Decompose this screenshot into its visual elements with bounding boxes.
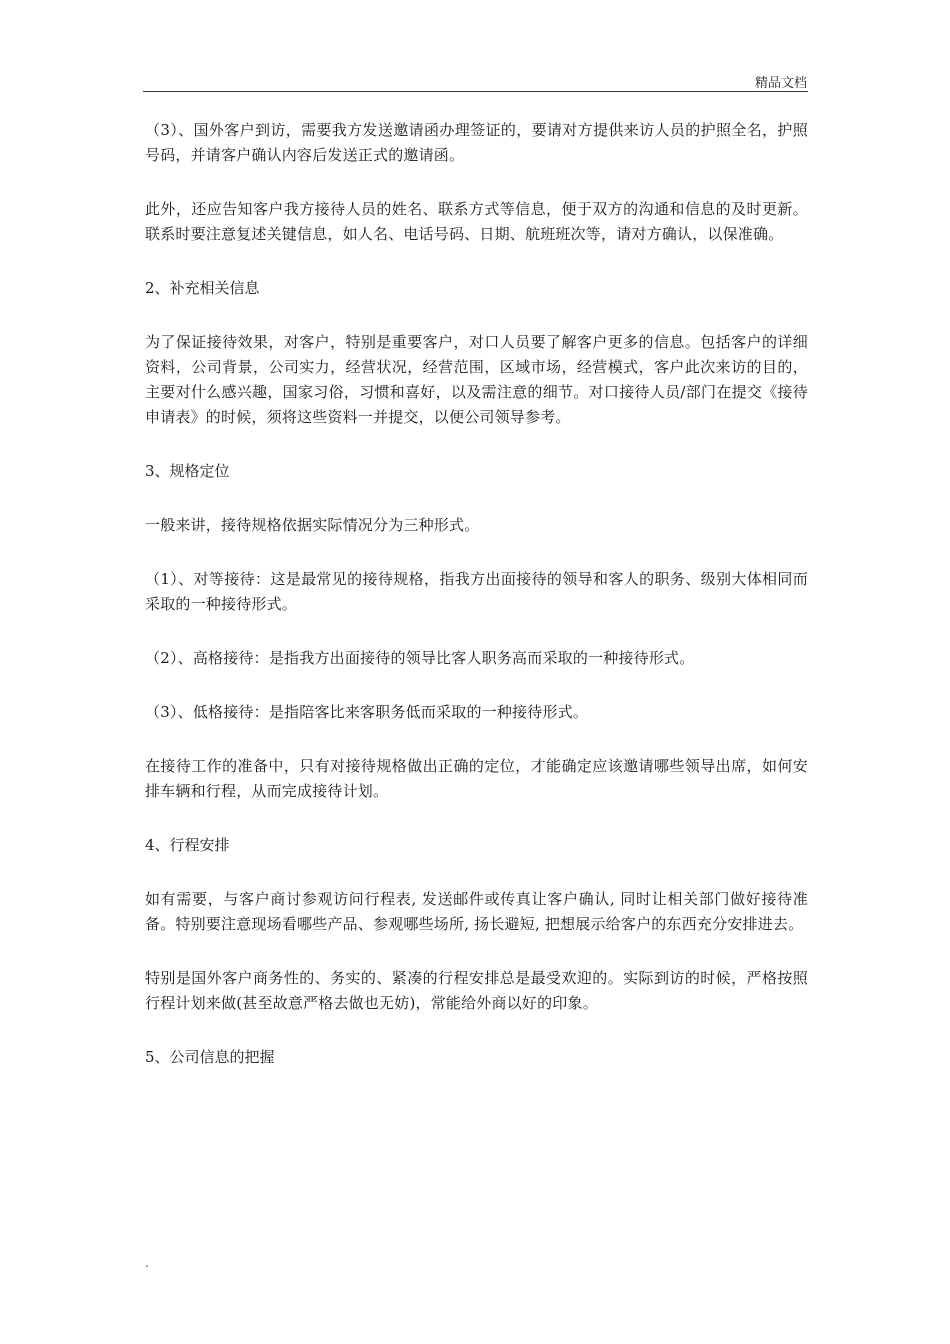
paragraph-itinerary: 如有需要，与客户商讨参观访问行程表, 发送邮件或传真让客户确认, 同时让相关部门做好接待准备。特别要注意现场看哪些产品、参观哪些场所, 扬长避短, 把想展示给客户的东西充分安排进去。 [145, 890, 808, 933]
paragraph-contact-info: 此外，还应告知客户我方接待人员的姓名、联系方式等信息，便于双方的沟通和信息的及时更新。联系时要注意复述关键信息，如人名、电话号码、日期、航班班次等，请对方确认，以保准确。 [145, 200, 808, 243]
paragraph-positioning: 在接待工作的准备中，只有对接待规格做出正确的定位，才能确定应该邀请哪些领导出席，如何安排车辆和行程，从而完成接待计划。 [145, 757, 808, 800]
section-heading-5: 5、公司信息的把握 [145, 1048, 275, 1066]
section-heading-2: 2、补充相关信息 [145, 279, 260, 297]
paragraph-client-info: 为了保证接待效果，对客户，特别是重要客户，对口人员要了解客户更多的信息。包括客户的详细资料，公司背景，公司实力，经营状况，经营范围，区域市场，经营模式，客户此次来访的目的，主要对什么感兴趣，国家习俗，习惯和喜好，以及需注意的细节。对口接待人员/部门在提交《接待申请表》的时候，须将这些资料一并提交，以便公司领导参考。 [145, 333, 808, 426]
paragraph-high-reception: （2）、高格接待：是指我方出面接待的领导比客人职务高而采取的一种接待形式。 [145, 649, 695, 667]
page-footer-mark: . [145, 1256, 149, 1270]
section-heading-3: 3、规格定位 [145, 462, 230, 480]
page-header-label: 精品文档 [754, 76, 807, 91]
paragraph-low-reception: （3）、低格接待：是指陪客比来客职务低而采取的一种接待形式。 [145, 703, 589, 721]
paragraph-visa-invitation: （3）、国外客户到访，需要我方发送邀请函办理签证的，要请对方提供来访人员的护照全名，护照号码，并请客户确认内容后发送正式的邀请函。 [145, 121, 808, 164]
section-heading-4: 4、行程安排 [145, 836, 230, 854]
paragraph-equal-reception: （1）、对等接待：这是最常见的接待规格，指我方出面接待的领导和客人的职务、级别大体相同而采取的一种接待形式。 [145, 570, 808, 613]
paragraph-three-forms: 一般来讲，接待规格依据实际情况分为三种形式。 [145, 516, 480, 534]
document-body [145, 118, 808, 1099]
header-divider [143, 91, 808, 92]
paragraph-foreign-clients: 特别是国外客户商务性的、务实的、紧凑的行程安排总是最受欢迎的。实际到访的时候，严格按照行程计划来做(甚至故意严格去做也无妨)，常能给外商以好的印象。 [145, 969, 808, 1012]
